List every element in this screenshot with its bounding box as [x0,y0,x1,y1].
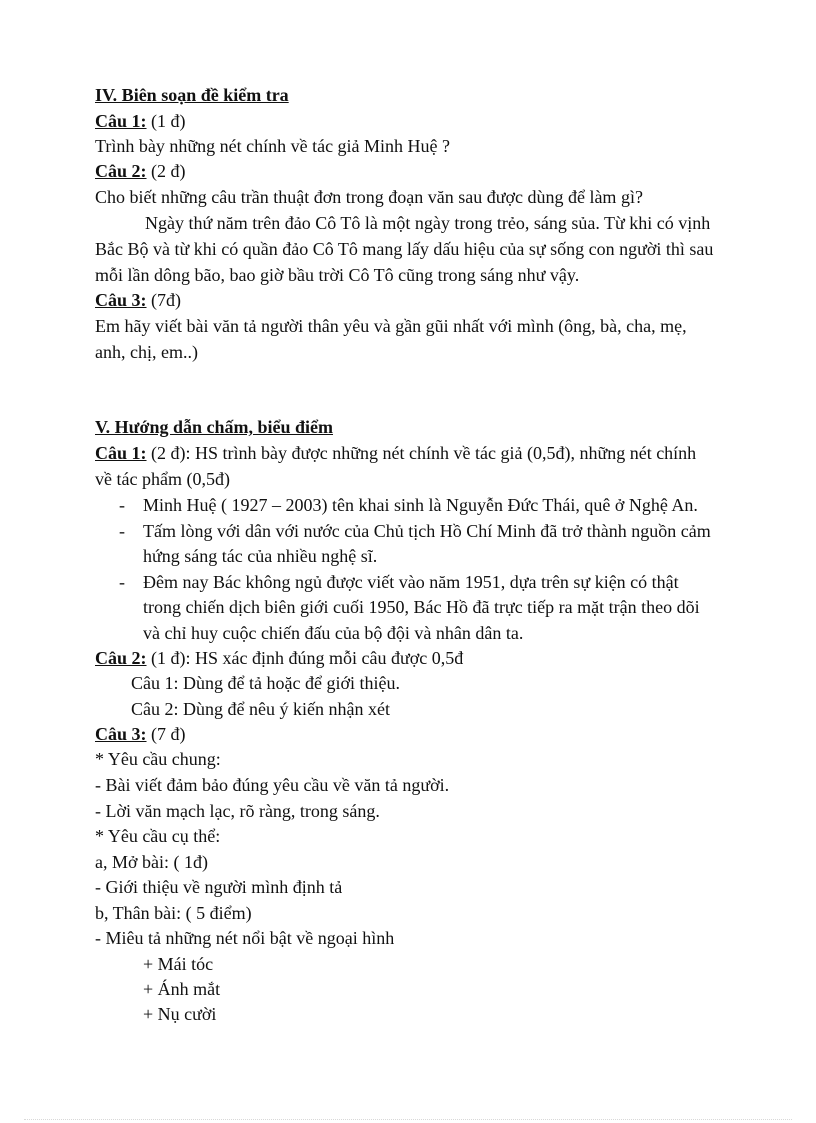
answer-1-label: Câu 1: [95,443,147,463]
bullet-mark: - [119,572,125,592]
question-2-points: (2 đ) [146,161,186,181]
section-5-title: V. Hướng dẫn chấm, biểu điểm [95,417,333,437]
question-3-text: anh, chị, em..) [95,342,198,362]
question-1-label: Câu 1: [95,111,147,131]
bullet-text: Tấm lòng với dân với nước của Chủ tịch Hồ Chí Minh đã trở thành nguồn cảm [143,521,711,541]
question-3-points: (7đ) [146,290,182,310]
answer-3-subitem: + Mái tóc [143,954,214,974]
bullet-text: Minh Huệ ( 1927 – 2003) tên khai sinh là Nguyễn Đức Thái, quê ở Nghệ An. [143,495,698,515]
question-3 [95,289,181,311]
answer-3-line: - Lời văn mạch lạc, rõ ràng, trong sáng. [95,801,380,821]
answer-3-label: Câu 3: [95,724,147,744]
bullet-text: trong chiến dịch biên giới cuối 1950, Bác Hồ đã trực tiếp ra mặt trận theo dõi [143,597,700,617]
passage-line: Ngày thứ năm trên đảo Cô Tô là một ngày trong trẻo, sáng sủa. Từ khi có vịnh [145,213,711,233]
bullet-mark: - [119,495,125,515]
answer-3-subitem: + Nụ cười [143,1004,217,1024]
answer-2-item: Câu 1: Dùng để tả hoặc để giới thiệu. [131,673,400,693]
answer-2-label: Câu 2: [95,648,147,668]
page-bottom-divider [24,1119,792,1120]
answer-3-line: - Bài viết đảm bảo đúng yêu cầu về văn tả người. [95,775,450,795]
question-1 [95,110,186,132]
answer-3-line: - Miêu tả những nét nổi bật về ngoại hình [95,928,395,948]
answer-3-line: b, Thân bài: ( 5 điểm) [95,903,252,923]
answer-1-text: (2 đ): HS trình bày được những nét chính về tác giả (0,5đ), những nét chính [146,443,697,463]
question-1-points: (1 đ) [146,111,186,131]
answer-3-subitem: + Ánh mắt [143,979,221,999]
bullet-text: và chỉ huy cuộc chiến đấu của bộ đội và nhân dân ta. [143,623,524,643]
section-4-title: IV. Biên soạn đề kiểm tra [95,85,289,105]
answer-1 [95,442,696,464]
question-3-text: Em hãy viết bài văn tả người thân yêu và gần gũi nhất với mình (ông, bà, cha, mẹ, [95,316,687,336]
answer-2-text: (1 đ): HS xác định đúng mỗi câu được 0,5đ [146,648,464,668]
bullet-mark: - [119,521,125,541]
answer-2 [95,647,463,669]
question-2-label: Câu 2: [95,161,147,181]
answer-1-text-cont: về tác phẩm (0,5đ) [95,469,230,489]
passage-line: mỗi lần dông bão, bao giờ bầu trời Cô Tô cũng trong sáng như vậy. [95,265,580,285]
question-2 [95,160,186,182]
bullet-text: Đêm nay Bác không ngủ được viết vào năm 1951, dựa trên sự kiện có thật [143,572,679,592]
bullet-text: hứng sáng tác của nhiều nghệ sĩ. [143,546,378,566]
question-1-text: Trình bày những nét chính về tác giả Minh Huệ ? [95,136,451,156]
answer-3 [95,723,186,745]
answer-3-line: * Yêu cầu cụ thể: [95,826,221,846]
answer-3-line: - Giới thiệu về người mình định tả [95,877,343,897]
question-3-label: Câu 3: [95,290,147,310]
answer-3-line: * Yêu cầu chung: [95,749,221,769]
answer-3-points: (7 đ) [146,724,186,744]
answer-2-item: Câu 2: Dùng để nêu ý kiến nhận xét [131,699,390,719]
question-2-text: Cho biết những câu trần thuật đơn trong đoạn văn sau được dùng để làm gì? [95,187,643,207]
answer-3-line: a, Mở bài: ( 1đ) [95,852,208,872]
passage-line: Bắc Bộ và từ khi có quần đảo Cô Tô mang lấy dấu hiệu của sự sống con người thì sau [95,239,714,259]
